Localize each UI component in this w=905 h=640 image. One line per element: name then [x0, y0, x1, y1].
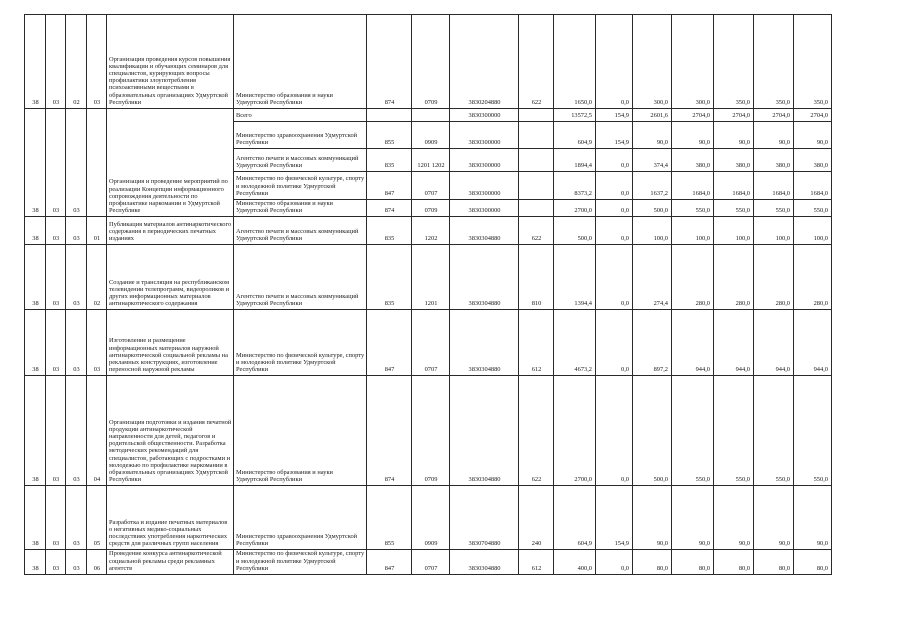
code-om: 03	[66, 109, 87, 217]
section-code: 1201	[412, 245, 450, 310]
year-value: 0,0	[596, 149, 633, 172]
expense-type-code	[519, 122, 554, 149]
year-value: 1684,0	[794, 172, 832, 200]
year-value: 1637,2	[633, 172, 672, 200]
executor-name: Агентство печати и массовых коммуникаций Удмуртской Республики	[234, 217, 367, 245]
year-value: 100,0	[672, 217, 714, 245]
grbs-code: 855	[367, 486, 412, 550]
expense-type-code: 810	[519, 245, 554, 310]
total-value: 8373,2	[554, 172, 596, 200]
year-value: 90,0	[714, 486, 754, 550]
grbs-code: 847	[367, 310, 412, 376]
code-m: 01	[87, 217, 107, 245]
activity-name: Разработка и издание печатных материалов о негативных медико-социальных последствиях употребления наркотических средств для различных групп населения	[107, 486, 234, 550]
table-row	[25, 550, 832, 575]
year-value: 300,0	[672, 15, 714, 109]
code-pp: 03	[46, 376, 66, 486]
section-code: 0709	[412, 15, 450, 109]
year-value: 90,0	[754, 486, 794, 550]
year-value: 154,9	[596, 109, 633, 122]
year-value: 944,0	[714, 310, 754, 376]
year-value: 0,0	[596, 376, 633, 486]
year-value: 500,0	[633, 376, 672, 486]
year-value: 280,0	[672, 245, 714, 310]
year-value: 90,0	[633, 122, 672, 149]
expense-type-code	[519, 109, 554, 122]
target-article-code: 3830304880	[450, 310, 519, 376]
code-gp: 38	[25, 376, 46, 486]
total-value: 2700,0	[554, 376, 596, 486]
code-pp: 03	[46, 217, 66, 245]
code-m: 06	[87, 550, 107, 575]
year-value: 350,0	[714, 15, 754, 109]
section-code: 0707	[412, 172, 450, 200]
activity-name: Создание и трансляция на республиканском телевидении телепрограмм, видеороликов и других информационных материалов антинаркотического содержания	[107, 245, 234, 310]
activity-name: Организация проведения курсов повышения квалификации и обучающих семинаров для специалистов, курирующих вопросы профилактики злоупотребления психоактивными веществами в образовательных организациях Удмуртской Республики	[107, 15, 234, 109]
table-row	[25, 376, 832, 486]
year-value: 0,0	[596, 550, 633, 575]
year-value: 380,0	[754, 149, 794, 172]
year-value: 154,9	[596, 486, 633, 550]
year-value: 2704,0	[714, 109, 754, 122]
year-value: 550,0	[754, 200, 794, 217]
target-article-code: 3830304880	[450, 376, 519, 486]
year-value: 380,0	[714, 149, 754, 172]
year-value: 1684,0	[714, 172, 754, 200]
activity-name: Организация подготовки и издания печатной продукции антинаркотической направленности для детей, педагогов и родительской общественности. Разработка методических рекомендаций для специалистов, работающих с подростками и молодежью по профилактике наркомании в образовательных организациях Удмуртской Республики	[107, 376, 234, 486]
executor-name: Агентство печати и массовых коммуникаций Удмуртской Республики	[234, 149, 367, 172]
grbs-code: 835	[367, 217, 412, 245]
grbs-code: 835	[367, 245, 412, 310]
year-value: 944,0	[672, 310, 714, 376]
section-code: 0909	[412, 122, 450, 149]
code-om: 03	[66, 486, 87, 550]
total-value: 604,9	[554, 122, 596, 149]
executor-name: Министерство образования и науки Удмуртской Республики	[234, 15, 367, 109]
year-value: 944,0	[794, 310, 832, 376]
code-gp: 38	[25, 15, 46, 109]
section-code: 0709	[412, 200, 450, 217]
section-code: 1201 1202	[412, 149, 450, 172]
year-value: 350,0	[794, 15, 832, 109]
expense-type-code	[519, 149, 554, 172]
code-gp: 38	[25, 109, 46, 217]
section-code: 1202	[412, 217, 450, 245]
year-value: 550,0	[672, 200, 714, 217]
activity-name: Организация и проведение мероприятий по реализации Концепции информационного сопровождения деятельности по профилактике наркомании в Удмуртской Республике	[107, 109, 234, 217]
code-pp: 03	[46, 15, 66, 109]
code-pp: 03	[46, 109, 66, 217]
year-value: 100,0	[754, 217, 794, 245]
section-code: 0707	[412, 550, 450, 575]
executor-name: Министерство здравоохранения Удмуртской Республики	[234, 122, 367, 149]
total-value: 400,0	[554, 550, 596, 575]
year-value: 0,0	[596, 200, 633, 217]
target-article-code: 3830704880	[450, 486, 519, 550]
year-value: 280,0	[754, 245, 794, 310]
code-om: 03	[66, 245, 87, 310]
target-article-code: 3830304880	[450, 550, 519, 575]
table-row	[25, 217, 832, 245]
table-body	[25, 15, 832, 575]
year-value: 2704,0	[794, 109, 832, 122]
executor-name: Министерство по физической культуре, спорту и молодежной политике Удмуртской Республики	[234, 310, 367, 376]
target-article-code: 3830300000	[450, 200, 519, 217]
expense-type-code	[519, 200, 554, 217]
grbs-code: 855	[367, 122, 412, 149]
total-value: 13572,5	[554, 109, 596, 122]
table-row	[25, 245, 832, 310]
year-value: 80,0	[794, 550, 832, 575]
code-m: 02	[87, 245, 107, 310]
expense-type-code: 240	[519, 486, 554, 550]
expense-type-code: 622	[519, 376, 554, 486]
executor-name: Агентство печати и массовых коммуникаций Удмуртской Республики	[234, 245, 367, 310]
target-article-code: 3830300000	[450, 149, 519, 172]
year-value: 380,0	[672, 149, 714, 172]
code-gp: 38	[25, 245, 46, 310]
section-code: 0707	[412, 310, 450, 376]
year-value: 550,0	[794, 200, 832, 217]
total-value: 4673,2	[554, 310, 596, 376]
budget-table	[24, 14, 832, 575]
code-m: 04	[87, 376, 107, 486]
year-value: 0,0	[596, 245, 633, 310]
year-value: 374,4	[633, 149, 672, 172]
executor-name: Министерство здравоохранения Удмуртской Республики	[234, 486, 367, 550]
executor-name: Министерство по физической культуре, спорту и молодежной политике Удмуртской Республики	[234, 172, 367, 200]
code-m: 03	[87, 15, 107, 109]
year-value: 1684,0	[754, 172, 794, 200]
total-value: 1894,4	[554, 149, 596, 172]
year-value: 2704,0	[672, 109, 714, 122]
table-row	[25, 486, 832, 550]
executor-name: Всего	[234, 109, 367, 122]
year-value: 90,0	[633, 486, 672, 550]
year-value: 80,0	[633, 550, 672, 575]
year-value: 90,0	[794, 486, 832, 550]
expense-type-code: 622	[519, 217, 554, 245]
year-value: 2601,6	[633, 109, 672, 122]
code-gp: 38	[25, 217, 46, 245]
total-value: 1650,0	[554, 15, 596, 109]
year-value: 0,0	[596, 15, 633, 109]
code-pp: 03	[46, 245, 66, 310]
code-m: 05	[87, 486, 107, 550]
grbs-code: 847	[367, 172, 412, 200]
code-om: 03	[66, 550, 87, 575]
target-article-code: 3830300000	[450, 172, 519, 200]
grbs-code: 847	[367, 550, 412, 575]
year-value: 80,0	[714, 550, 754, 575]
total-value: 604,9	[554, 486, 596, 550]
code-m	[87, 109, 107, 217]
year-value: 944,0	[754, 310, 794, 376]
year-value: 90,0	[672, 486, 714, 550]
grbs-code: 874	[367, 200, 412, 217]
total-value: 1394,4	[554, 245, 596, 310]
year-value: 90,0	[754, 122, 794, 149]
table-row	[25, 109, 832, 122]
year-value: 500,0	[633, 200, 672, 217]
year-value: 2704,0	[754, 109, 794, 122]
grbs-code: 835	[367, 149, 412, 172]
target-article-code: 3830300000	[450, 109, 519, 122]
year-value: 280,0	[714, 245, 754, 310]
executor-name: Министерство образования и науки Удмуртской Республики	[234, 376, 367, 486]
total-value: 500,0	[554, 217, 596, 245]
code-om: 03	[66, 217, 87, 245]
year-value: 550,0	[672, 376, 714, 486]
code-gp: 38	[25, 550, 46, 575]
executor-name: Министерство по физической культуре, спорту и молодежной политике Удмуртской Республики	[234, 550, 367, 575]
activity-name: Публикация материалов антинаркотического содержания в периодических печатных изданиях	[107, 217, 234, 245]
year-value: 300,0	[633, 15, 672, 109]
year-value: 90,0	[714, 122, 754, 149]
executor-name: Министерство образования и науки Удмуртской Республики	[234, 200, 367, 217]
code-pp: 03	[46, 310, 66, 376]
year-value: 90,0	[672, 122, 714, 149]
grbs-code	[367, 109, 412, 122]
expense-type-code: 622	[519, 15, 554, 109]
year-value: 100,0	[633, 217, 672, 245]
table-row	[25, 310, 832, 376]
grbs-code: 874	[367, 376, 412, 486]
year-value: 90,0	[794, 122, 832, 149]
year-value: 280,0	[794, 245, 832, 310]
year-value: 350,0	[754, 15, 794, 109]
code-om: 03	[66, 310, 87, 376]
total-value: 2700,0	[554, 200, 596, 217]
year-value: 154,9	[596, 122, 633, 149]
code-m: 03	[87, 310, 107, 376]
code-om: 02	[66, 15, 87, 109]
year-value: 550,0	[794, 376, 832, 486]
code-pp: 03	[46, 550, 66, 575]
year-value: 0,0	[596, 310, 633, 376]
expense-type-code: 612	[519, 550, 554, 575]
section-code: 0709	[412, 376, 450, 486]
section-code	[412, 109, 450, 122]
year-value: 80,0	[754, 550, 794, 575]
expense-type-code: 612	[519, 310, 554, 376]
grbs-code: 874	[367, 15, 412, 109]
year-value: 1684,0	[672, 172, 714, 200]
year-value: 80,0	[672, 550, 714, 575]
activity-name: Изготовление и размещение информационных материалов наружной антинаркотической социальной рекламы на рекламных конструкциях, изготовление переносной наружной рекламы	[107, 310, 234, 376]
year-value: 897,2	[633, 310, 672, 376]
code-om: 03	[66, 376, 87, 486]
code-gp: 38	[25, 310, 46, 376]
target-article-code: 3830300000	[450, 122, 519, 149]
year-value: 550,0	[714, 376, 754, 486]
expense-type-code	[519, 172, 554, 200]
target-article-code: 3830204880	[450, 15, 519, 109]
target-article-code: 3830304880	[450, 217, 519, 245]
year-value: 550,0	[754, 376, 794, 486]
year-value: 100,0	[794, 217, 832, 245]
code-pp: 03	[46, 486, 66, 550]
year-value: 0,0	[596, 217, 633, 245]
year-value: 550,0	[714, 200, 754, 217]
year-value: 0,0	[596, 172, 633, 200]
target-article-code: 3830304880	[450, 245, 519, 310]
year-value: 274,4	[633, 245, 672, 310]
activity-name: Проведение конкурса антинаркотической социальной рекламы среди рекламных агентств	[107, 550, 234, 575]
section-code: 0909	[412, 486, 450, 550]
table-row	[25, 15, 832, 109]
year-value: 100,0	[714, 217, 754, 245]
year-value: 380,0	[794, 149, 832, 172]
code-gp: 38	[25, 486, 46, 550]
